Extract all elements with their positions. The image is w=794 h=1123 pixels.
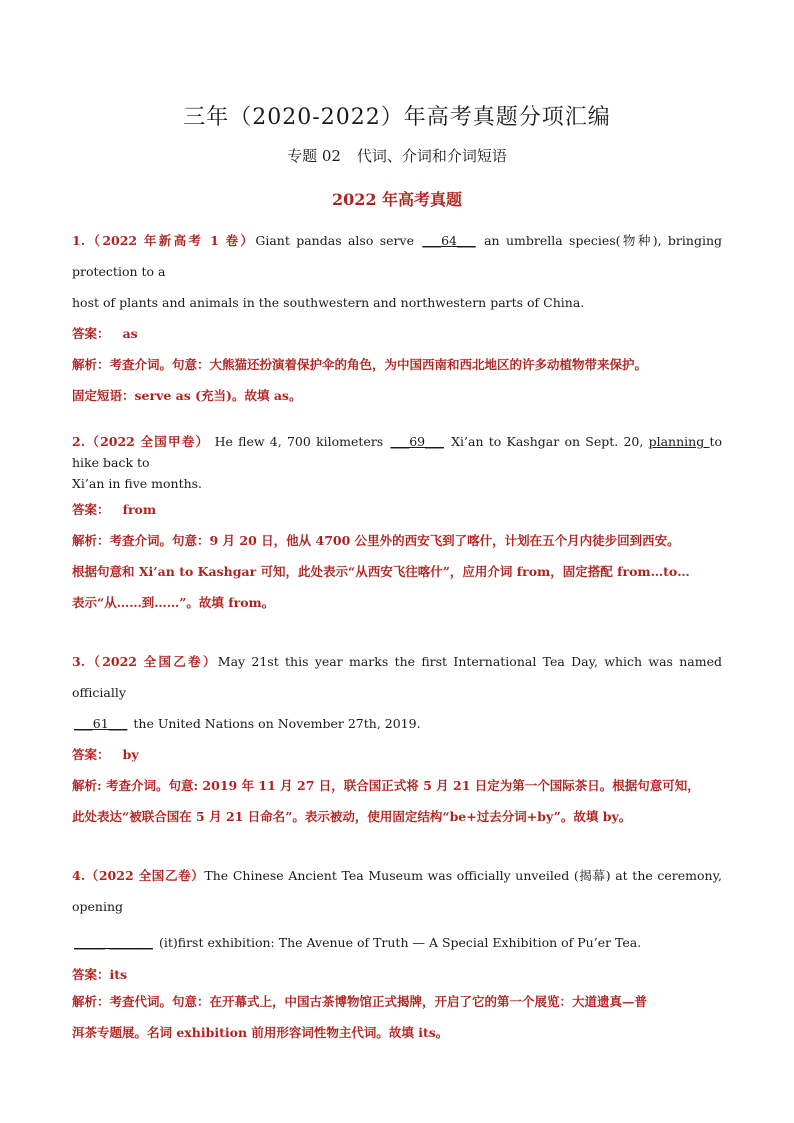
question-source: 3.（2022 全国乙卷） [72, 654, 218, 669]
question-2-line-1 [72, 431, 722, 473]
explanation-line: 此处表达“被联合国在 5 月 21 日命名”。表示被动，使用固定结构“be+过去分词+by”。故填 by。 [72, 809, 632, 824]
answer-label: 答案： [72, 967, 110, 982]
question-text: The Chinese Ancient Tea Museum was officially unveiled (揭幕) at the ceremony [204, 868, 719, 883]
question-2 [72, 431, 722, 618]
explanation-line: 解析: 考查介词。句意: 2019 年 11 月 27 日，联合国正式将 5 月 21 日定为第一个国际茶日。根据句意可知， [72, 778, 700, 793]
answer-label: 答案： [72, 326, 110, 341]
question-3-line-1 [72, 646, 722, 708]
answer-label: 答案： [72, 747, 110, 762]
question-text: Giant pandas also serve [255, 233, 421, 248]
explanation-line: 解析：考查代词。句意：在开幕式上，中国古茶博物馆正式揭牌，开启了它的第一个展览：大道遗真—普 [72, 994, 648, 1009]
question-text: an umbrella species(物种), bringing protection to a [72, 233, 722, 279]
question-text: May 21st this year marks the first International Tea Day, which was named officially [72, 654, 722, 700]
question-text: to hike back to [72, 434, 723, 470]
question-3 [72, 646, 722, 832]
answer-line [72, 318, 722, 349]
answer-line [72, 964, 722, 986]
question-text: the United Nations on November 27th, 2019. [129, 716, 421, 731]
question-4-line-1 [72, 860, 722, 922]
question-3-line-2 [72, 708, 722, 739]
subtitle-text: 代词、介词和介词短语 [356, 147, 507, 165]
answer-blank: ___61___ [74, 716, 128, 731]
subtitle-topic: 专题 02 [287, 147, 341, 165]
answer-value: from [122, 502, 157, 517]
explanation-line: 解析：考查介词。句意：9 月 20 日，他从 4700 公里外的西安飞到了喀什，计划在五个月内徒步回到西安。 [72, 533, 680, 548]
question-4-line-2 [72, 922, 722, 964]
answer-blank: ___69___ [390, 434, 444, 449]
underlined-word: planning [648, 434, 710, 449]
question-1-line-1 [72, 225, 722, 287]
question-source: 1.（2022 年新高考 1 卷） [72, 233, 256, 248]
explanation-line: 根据句意和 Xi’an to Kashgar 可知，此处表示“从西安飞往喀什”，应用介词 from，固定搭配 from…to… [72, 564, 690, 579]
page-subtitle [0, 145, 794, 166]
question-list [72, 225, 722, 1048]
answer-value: by [122, 747, 139, 762]
question-text: Xi’an to Kashgar on Sept. 20, [445, 434, 649, 449]
question-text: opening [72, 899, 124, 914]
explanation-line: 表示“从……到……”。故填 from。 [72, 595, 275, 610]
question-4 [72, 860, 722, 1048]
question-text: , [718, 868, 722, 883]
question-1-line-2: host of plants and animals in the southwestern and northwestern parts of China. [72, 295, 585, 310]
year-heading: 2022 年高考真题 [331, 190, 463, 209]
answer-value: its [109, 967, 128, 982]
answer-blank: _____ _______ [74, 935, 153, 950]
answer-line [72, 494, 722, 525]
explanation-line: 固定短语：serve as (充当)。故填 as。 [72, 388, 302, 403]
page-title: 三年（2020-2022）年高考真题分项汇编 [183, 105, 611, 130]
explanation-line: 解析：考查介词。句意：大熊猫还扮演着保护伞的角色，为中国西南和西北地区的许多动植物带来保护。 [72, 357, 648, 372]
answer-blank: ___64___ [422, 233, 476, 248]
answer-label: 答案： [72, 502, 110, 517]
question-text: He flew 4, 700 kilometers [209, 434, 389, 449]
question-text: (it)first exhibition: The Avenue of Truth — A Special Exhibition of Pu’er Tea. [154, 935, 642, 950]
explanation-line: 洱茶专题展。名词 exhibition 前用形容词性物主代词。故填 its。 [72, 1025, 449, 1040]
answer-value: as [122, 326, 138, 341]
question-source: 4.（2022 全国乙卷） [72, 868, 205, 883]
question-source: 2.（2022 全国甲卷） [72, 434, 210, 449]
question-1 [72, 225, 722, 411]
answer-line [72, 739, 722, 770]
question-2-line-2: Xi’an in five months. [72, 476, 203, 491]
